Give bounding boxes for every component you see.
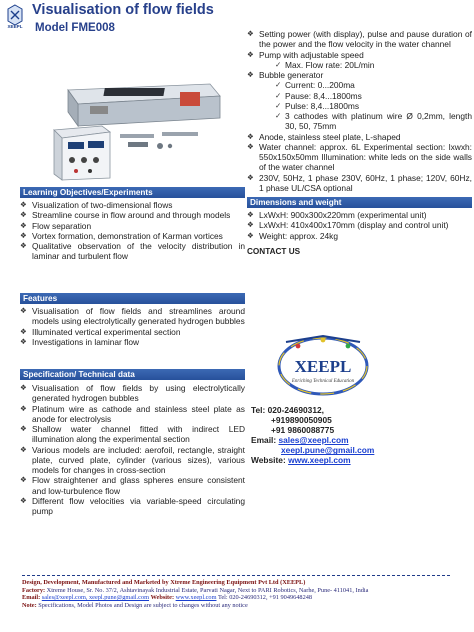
tel-label: Tel: bbox=[251, 405, 266, 415]
spec-text: Pump with adjustable speed bbox=[259, 49, 364, 60]
model-number: Model FME008 bbox=[35, 22, 115, 34]
list-item bbox=[247, 70, 472, 132]
footer-divider bbox=[22, 575, 450, 576]
list-item: ❖ Visualisation of flow fields and streamlines around models using electrolytically generated hydrogen bubbles bbox=[20, 306, 245, 327]
website-label: Website: bbox=[251, 455, 286, 466]
xeepl-logo-icon bbox=[268, 330, 378, 398]
logo-wordmark: XEEPL bbox=[294, 357, 352, 376]
spec-text: Anode, stainless steel plate, L-shaped bbox=[259, 131, 401, 142]
contact-block bbox=[251, 405, 471, 465]
dimensions-heading: Dimensions and weight bbox=[247, 197, 472, 208]
email-label: Email: bbox=[251, 435, 277, 446]
list-item bbox=[247, 173, 472, 194]
footer-note: Specifications, Model Photos and Design are subject to changes without any notice bbox=[38, 602, 248, 610]
email-link[interactable]: xeepl.pune@gmail.com bbox=[281, 445, 375, 456]
list-item: ❖ Visualisation of flow fields by using electrolytically generated hydrogen bubbles bbox=[20, 383, 245, 404]
phone-number: +919890050905 bbox=[271, 415, 332, 426]
features-list bbox=[20, 306, 245, 347]
page-title: Visualisation of flow fields bbox=[32, 2, 214, 18]
list-item: ❖ Platinum wire as cathode and stainless steel plate as anode for electrolysis bbox=[20, 404, 245, 425]
list-item: ❖ Flow separation bbox=[20, 221, 245, 231]
list-item bbox=[247, 50, 472, 71]
list-item: ❖ Weight: approx. 24kg bbox=[247, 231, 472, 241]
specification-list bbox=[20, 383, 245, 516]
mini-logo-text: XEEPL bbox=[7, 24, 23, 29]
list-item: ❖ Streamline course in flow around and through models bbox=[20, 210, 245, 220]
footer-website-link[interactable]: www.xeepl.com bbox=[175, 594, 217, 602]
spec-text: 230V, 50Hz, 1 phase 230V, 60Hz, 1 phase; 120V, 60Hz, 1 phase UL/CSA optional bbox=[259, 172, 472, 193]
dimensions-list bbox=[247, 210, 472, 241]
tel-number: 020-24690312, bbox=[267, 405, 324, 415]
list-item: ❖ Visualization of two-dimensional flows bbox=[20, 200, 245, 210]
learning-objectives-list bbox=[20, 200, 245, 262]
list-item: ❖ Various models are included: aerofoil, rectangle, straight plate, curved plate, cylinder (various sizes), various models for changes in cross-section bbox=[20, 445, 245, 476]
technical-spec-list bbox=[247, 29, 472, 193]
phone-number: +91 9860088775 bbox=[271, 425, 335, 436]
specification-heading: Specification/ Technical data bbox=[20, 369, 245, 380]
spec-text: Bubble generator bbox=[259, 70, 324, 80]
list-item bbox=[247, 29, 472, 50]
footer-email-link[interactable]: sales@xeepl.com, xeepl.pune@gmail.com bbox=[41, 594, 150, 602]
sub-item: ✓ Pause: 8,4...1800ms bbox=[275, 91, 472, 101]
contact-heading: CONTACT US bbox=[247, 246, 301, 256]
list-item bbox=[247, 132, 472, 142]
factory-label: Factory: bbox=[22, 586, 46, 594]
spec-text: Setting power (with display), pulse and pause duration of the power and the flow velocity in the water channel bbox=[259, 29, 472, 50]
footer bbox=[22, 579, 452, 610]
list-item: ❖ LxWxH: 900x300x220mm (experimental unit) bbox=[247, 210, 472, 220]
sub-item: ✓ Current: 0...200ma bbox=[275, 80, 472, 90]
note-label: Note: bbox=[22, 602, 37, 610]
features-heading: Features bbox=[20, 293, 245, 304]
product-photo bbox=[50, 70, 225, 182]
list-item: ❖ Different flow velocities via variable-speed circulating pump bbox=[20, 496, 245, 517]
list-item: ❖ Flow straightener and glass spheres ensure consistent and low-turbulence flow bbox=[20, 475, 245, 496]
footer-line-1: Design, Development, Manufactured and Marketed by Xtreme Engineering Equipment Pvt Ltd (XEEPL) bbox=[22, 579, 306, 586]
sub-item: ✓ 3 cathodes with platinum wire Ø 0,2mm, length 30, 50, 75mm bbox=[275, 111, 472, 132]
list-item: ❖ Illuminated vertical experimental section bbox=[20, 327, 245, 337]
logo-tagline: Enriching Technical Education bbox=[291, 379, 355, 384]
list-item: ❖ LxWxH: 410x400x170mm (display and control unit) bbox=[247, 220, 472, 230]
sub-item: ✓ Pulse: 8,4...1800ms bbox=[275, 101, 472, 111]
learning-objectives-heading: Learning Objectives/Experiments bbox=[20, 187, 245, 198]
website-link[interactable]: www.xeepl.com bbox=[288, 455, 351, 466]
footer-email-label: Email: bbox=[22, 594, 41, 602]
sub-item: ✓ Max. Flow rate: 20L/min bbox=[275, 60, 472, 70]
company-mini-logo-icon bbox=[6, 4, 24, 26]
list-item: ❖ Qualitative observation of the velocity distribution in laminar and turbulent flow bbox=[20, 241, 245, 262]
spec-text: Water channel: approx. 6L Experimental section: lxwxh: 550x150x50mm Illumination: white leds on the side walls of the water channel bbox=[259, 141, 472, 173]
list-item bbox=[247, 142, 472, 173]
list-item: ❖ Vortex formation, demonstration of Karman vortices bbox=[20, 231, 245, 241]
list-item: ❖ Shallow water channel fitted with indirect LED illumination along the experimental section bbox=[20, 424, 245, 445]
list-item: ❖ Investigations in laminar flow bbox=[20, 337, 245, 347]
footer-tel: Tel: 020-24690312, +91 9049648248 bbox=[217, 594, 313, 602]
footer-website-label: Website: bbox=[150, 594, 175, 602]
email-link[interactable]: sales@xeepl.com bbox=[278, 435, 349, 446]
factory-address: Xtreme House, Sr. No. 37/2, Ashtavinayak Industrial Estate, Parvati Nagar, Next to PARI Robotics, Narhe, Pune- 411041, India bbox=[46, 586, 369, 594]
